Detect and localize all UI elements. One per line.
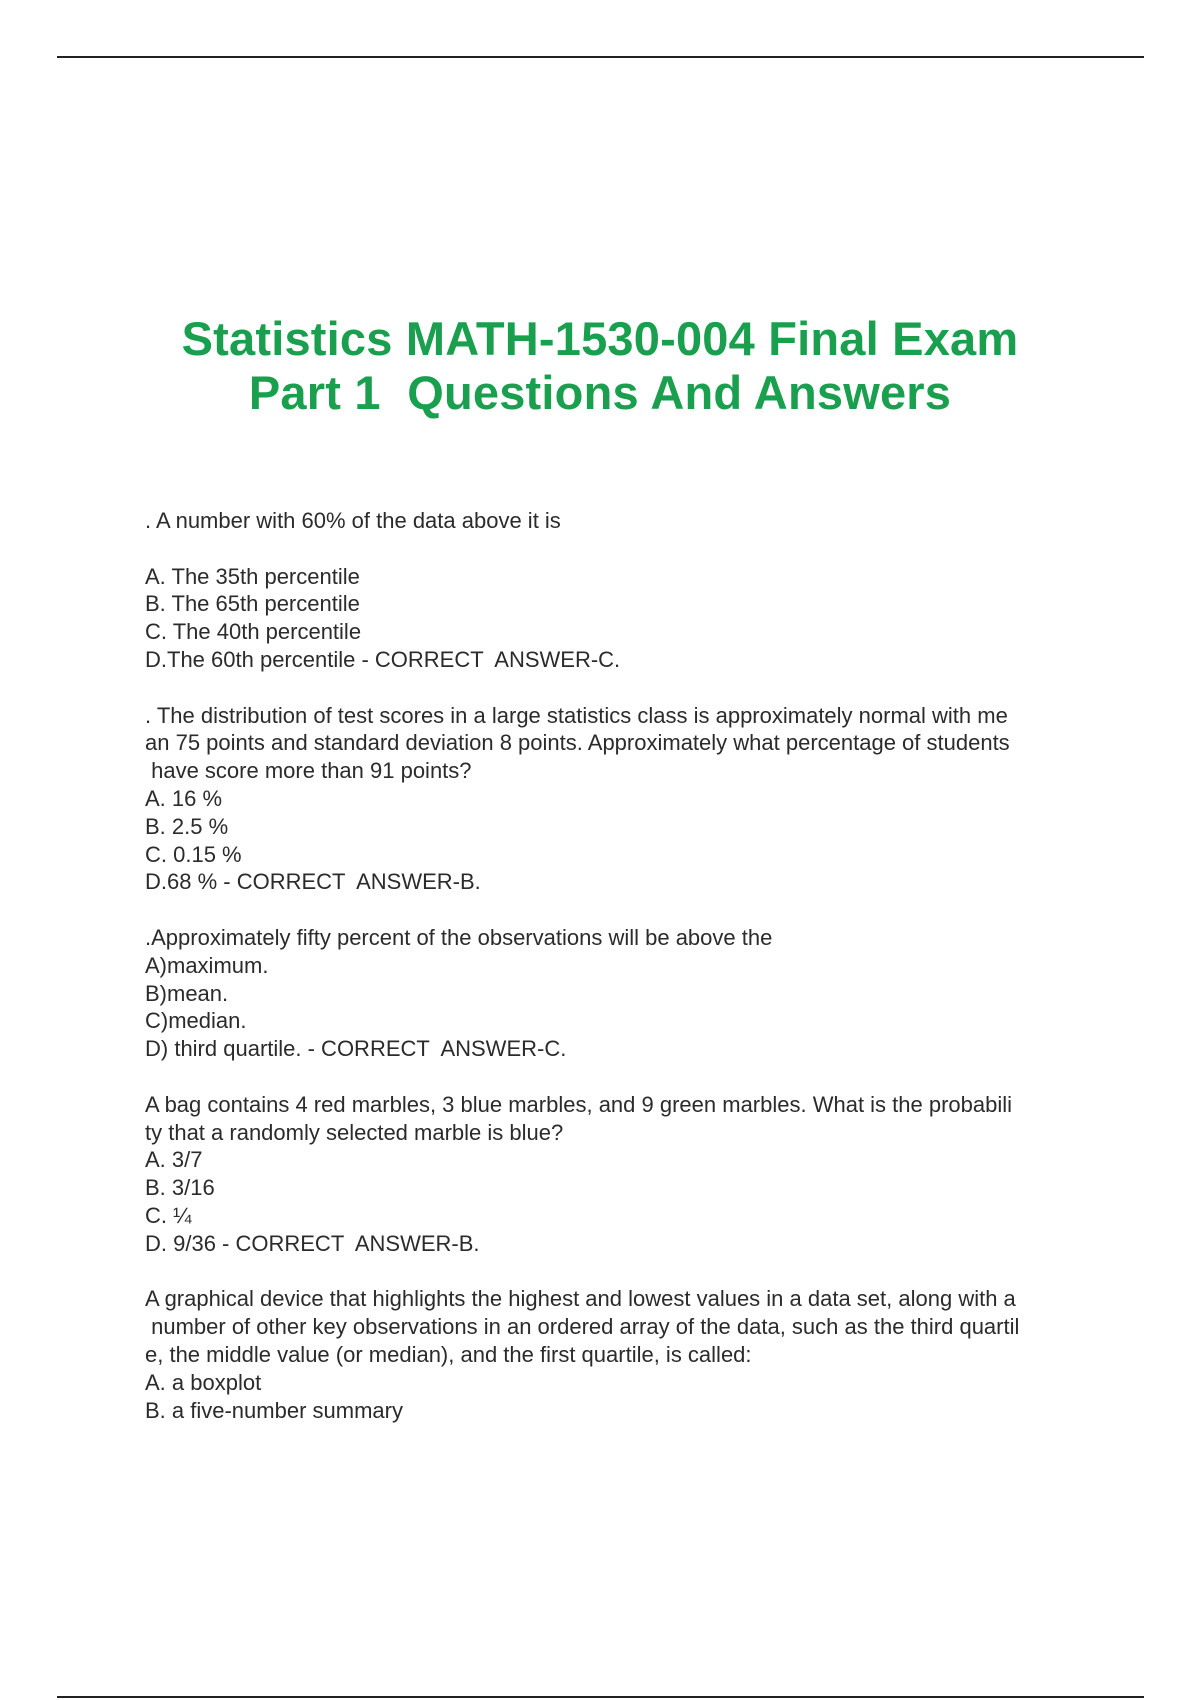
question-line: B)mean. xyxy=(145,980,229,1006)
question-line: A graphical device that highlights the highest and lowest values in a data set, along with a xyxy=(145,1286,1016,1312)
question-line: . The distribution of test scores in a large statistics class is approximately normal with me xyxy=(145,702,1008,728)
bottom-rule xyxy=(57,1696,1144,1698)
question-line: an 75 points and standard deviation 8 points. Approximately what percentage of students xyxy=(145,730,1010,756)
blank-line xyxy=(145,535,1095,563)
question-separator xyxy=(145,1258,1095,1286)
question-line: B. The 65th percentile xyxy=(145,591,360,617)
question-line: . A number with 60% of the data above it is xyxy=(145,508,561,533)
question-separator xyxy=(145,896,1095,924)
question-line: C. 0.15 % xyxy=(145,841,242,867)
question-separator xyxy=(145,674,1095,702)
question-line: C. ¼ xyxy=(145,1202,192,1228)
document-title xyxy=(0,312,1200,420)
question-block xyxy=(145,507,1095,674)
question-line: C)median. xyxy=(145,1008,247,1034)
question-line: C. The 40th percentile xyxy=(145,619,362,645)
title-line-2: Part 1 Questions And Answers xyxy=(248,366,952,419)
question-block xyxy=(145,702,1095,897)
question-line: number of other key observations in an ordered array of the data, such as the third quartil xyxy=(145,1314,1020,1340)
question-line: D.The 60th percentile - CORRECT ANSWER-C. xyxy=(145,646,621,672)
question-block xyxy=(145,924,1095,1063)
question-block xyxy=(145,1091,1095,1258)
question-line: ty that a randomly selected marble is blue? xyxy=(145,1119,564,1145)
question-line: have score more than 91 points? xyxy=(145,758,472,784)
question-line: A bag contains 4 red marbles, 3 blue marbles, and 9 green marbles. What is the probabili xyxy=(145,1091,1013,1117)
question-line: A. a boxplot xyxy=(145,1369,262,1395)
question-line: A. 16 % xyxy=(145,785,223,811)
title-line-1: Statistics MATH-1530-004 Final Exam xyxy=(181,312,1019,365)
top-rule xyxy=(57,56,1144,58)
question-line: A)maximum. xyxy=(145,952,269,978)
question-line: B. a five-number summary xyxy=(145,1397,403,1423)
question-list xyxy=(145,507,1095,1424)
question-separator xyxy=(145,1063,1095,1091)
question-line: e, the middle value (or median), and the first quartile, is called: xyxy=(145,1341,752,1367)
question-line: B. 3/16 xyxy=(145,1175,215,1201)
question-line: B. 2.5 % xyxy=(145,813,229,839)
question-line: .Approximately fifty percent of the observations will be above the xyxy=(145,924,773,950)
question-line: D.68 % - CORRECT ANSWER-B. xyxy=(145,869,481,895)
question-block xyxy=(145,1285,1095,1424)
question-line: A. The 35th percentile xyxy=(145,563,360,589)
question-line: A. 3/7 xyxy=(145,1147,203,1173)
question-line: D. 9/36 - CORRECT ANSWER-B. xyxy=(145,1230,480,1256)
question-line: D) third quartile. - CORRECT ANSWER-C. xyxy=(145,1036,567,1062)
